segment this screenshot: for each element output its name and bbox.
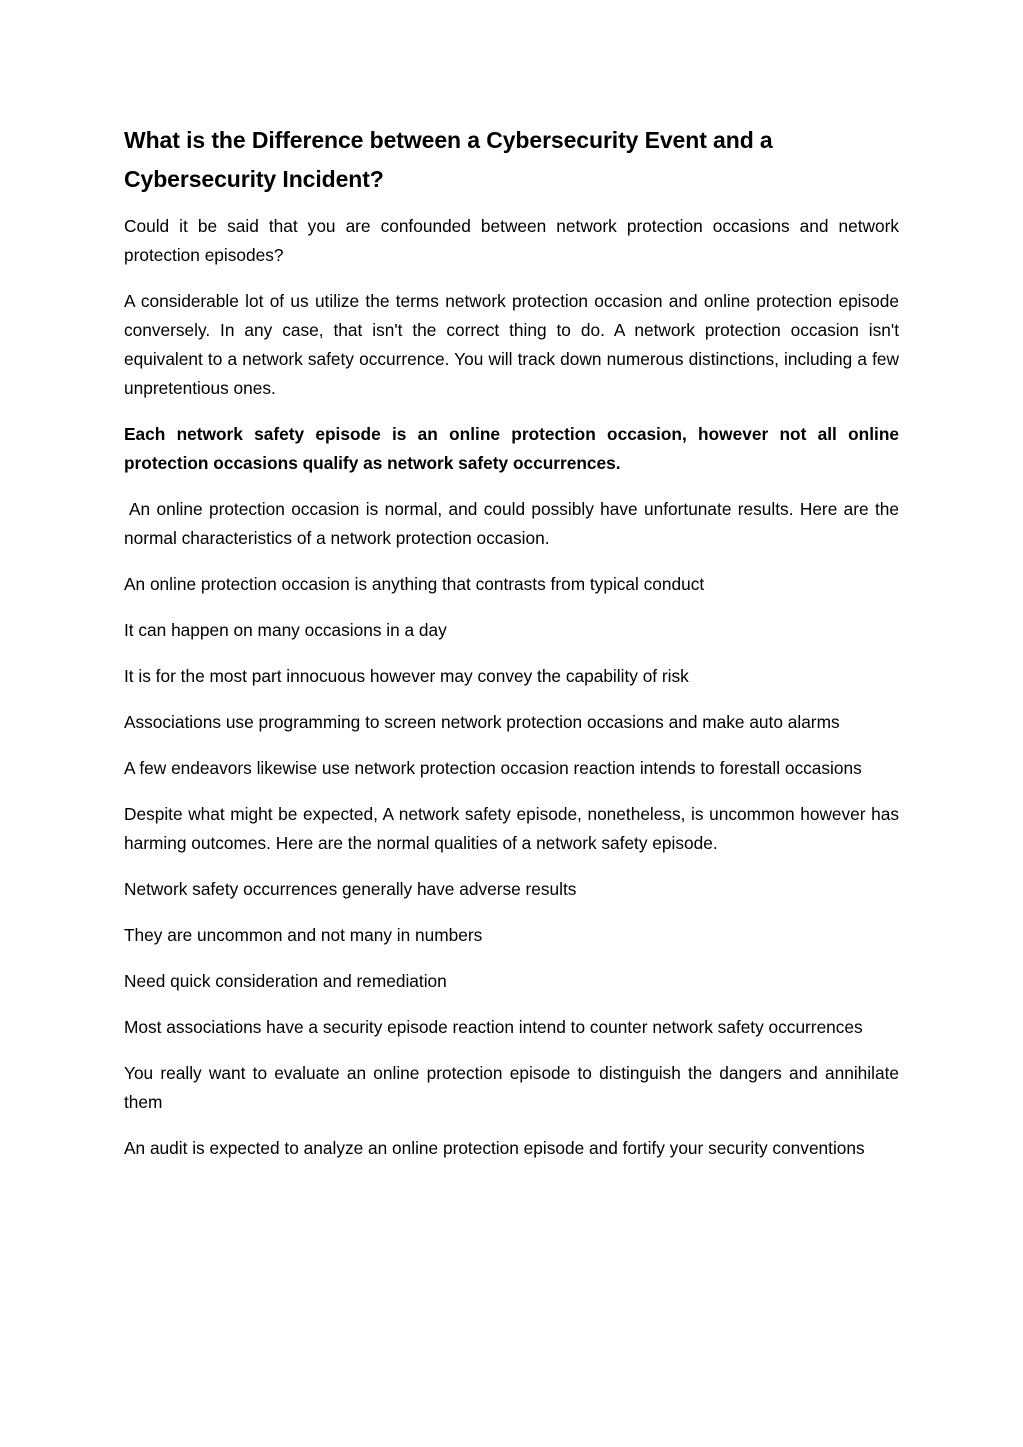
paragraph: An audit is expected to analyze an online protection episode and fortify your security conventions	[124, 1138, 865, 1158]
paragraph: It can happen on many occasions in a day	[124, 620, 447, 640]
paragraph: It is for the most part innocuous however may convey the capability of risk	[124, 666, 689, 686]
bold-paragraph: Each network safety episode is an online protection occasion, however not all online protection occasions qualify as network safety occurrences.	[124, 424, 899, 473]
paragraph: A considerable lot of us utilize the terms network protection occasion and online protection episode conversely. In any case, that isn't the correct thing to do. A network protection occasion isn't equivalent to a network safety occurrence. You will track down numerous distinctions, including a few unpretentious ones.	[124, 291, 899, 398]
paragraph: You really want to evaluate an online protection episode to distinguish the dangers and annihilate them	[124, 1063, 899, 1112]
paragraph: Most associations have a security episode reaction intend to counter network safety occurrences	[124, 1017, 863, 1037]
document-page	[124, 121, 899, 1180]
paragraph: Despite what might be expected, A network safety episode, nonetheless, is uncommon however has harming outcomes. Here are the normal qualities of a network safety episode.	[124, 804, 899, 853]
document-title: What is the Difference between a Cybersecurity Event and a Cybersecurity Incident?	[124, 127, 773, 192]
paragraph: They are uncommon and not many in numbers	[124, 925, 483, 945]
paragraph: Associations use programming to screen network protection occasions and make auto alarms	[124, 712, 840, 732]
document-body	[124, 212, 899, 1163]
paragraph: Network safety occurrences generally have adverse results	[124, 879, 577, 899]
paragraph: Need quick consideration and remediation	[124, 971, 447, 991]
paragraph: Could it be said that you are confounded between network protection occasions and network protection episodes?	[124, 216, 899, 265]
paragraph: An online protection occasion is normal, and could possibly have unfortunate results. Here are the normal characteristics of a network protection occasion.	[124, 499, 899, 548]
paragraph: A few endeavors likewise use network protection occasion reaction intends to forestall occasions	[124, 758, 862, 778]
paragraph: An online protection occasion is anything that contrasts from typical conduct	[124, 574, 705, 594]
